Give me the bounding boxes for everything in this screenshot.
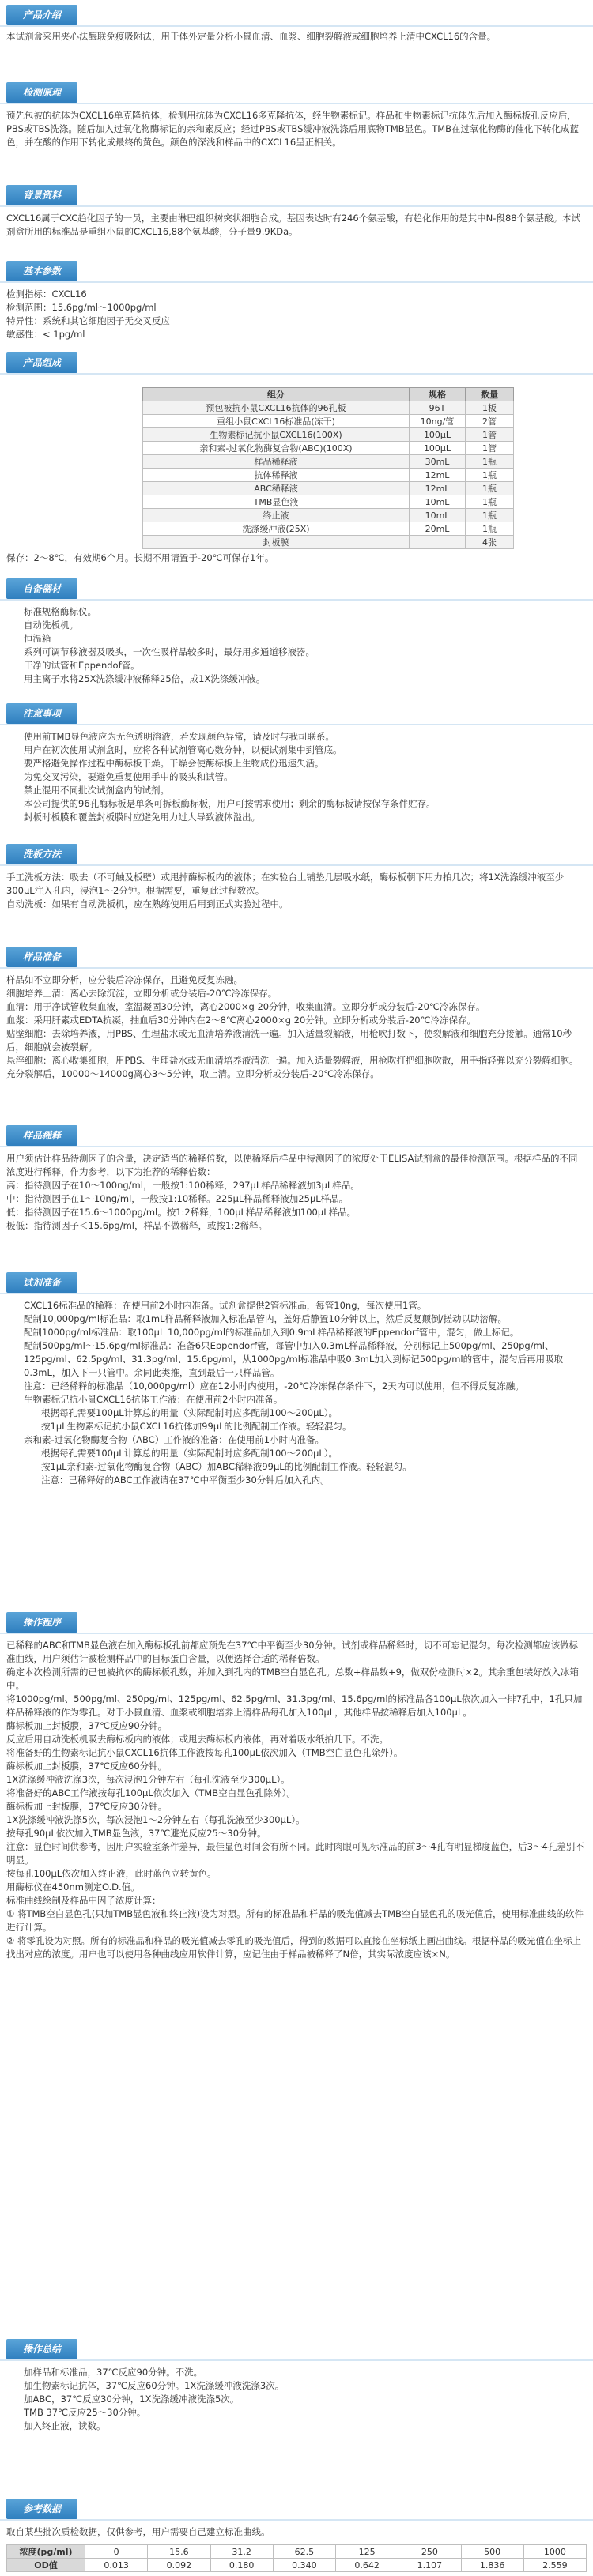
equipment-item: 系列可调节移液器及吸头，一次性吸样品较多时，最好用多通道移液器。 xyxy=(24,646,315,657)
section-title-components: 产品组成 xyxy=(6,352,77,373)
table-header-row xyxy=(143,388,514,401)
section-title-principle: 检测原理 xyxy=(6,82,77,103)
section-body-procedure xyxy=(6,1639,585,1961)
component-qty: 1瓶 xyxy=(466,482,514,495)
table-row xyxy=(143,536,514,549)
component-name: 封板膜 xyxy=(143,536,410,549)
equipment-item: 标准规格酶标仪。 xyxy=(24,606,96,617)
note-item: 封板时板膜和覆盖封板膜时应避免用力过大导致液体溢出。 xyxy=(24,812,260,823)
background-text: CXCL16属于CXC趋化因子的一员，主要由淋巴组织树突状细胞合成。基因表达时有246个氨基酸，有趋化作用的是其中N-段88个氨基酸。本试剂盒所用的标准品是重组小鼠的CXCL16,88个氨基酸，分子量9.9KDa。 xyxy=(6,213,581,237)
component-spec: 20mL xyxy=(410,522,466,536)
component-spec: 30mL xyxy=(410,455,466,469)
section-title-reference: 参考数据 xyxy=(6,2499,77,2519)
procedure-step: 将1000pg/ml、500pg/ml、250pg/ml、125pg/ml、62.5pg/ml、31.3pg/ml、15.6pg/ml的标准品各100μL依次加入一排7孔中，1孔只加样品稀释液的作为零孔。对于小鼠血清、血浆或细胞培养上清样品每孔加入100μL，其他样品按稀释后加入100μL。 xyxy=(6,1693,583,1718)
sample-item: 贴壁细胞：去除培养液，用PBS、生理盐水或无血清培养液清洗一遍。加入适量裂解液，用枪吹打数下，使裂解液和细胞充分接触。通常10秒后，细胞就会被裂解。 xyxy=(6,1028,572,1053)
table-row xyxy=(143,495,514,509)
section-body-samples xyxy=(6,974,585,1081)
section-body-equipment xyxy=(6,605,585,686)
component-qty: 1瓶 xyxy=(466,455,514,469)
procedure-step: 酶标板加上封板膜，37℃反应90分钟。 xyxy=(6,1720,168,1731)
storage-note-block xyxy=(6,552,585,565)
summary-step: TMB 37℃反应25～30分钟。 xyxy=(24,2407,146,2418)
procedure-step: 注意：显色时间供参考，因用户实验室条件差异，最佳显色时间会有所不同。此时肉眼可见标准品的前3～4孔有明显梯度蓝色，后3～4孔差别不明显。 xyxy=(6,1841,584,1866)
component-qty: 4张 xyxy=(466,536,514,549)
component-spec xyxy=(410,536,466,549)
component-qty: 1瓶 xyxy=(466,509,514,522)
component-name: 终止液 xyxy=(143,509,410,522)
od-cell: 0.013 xyxy=(85,2559,148,2572)
section-body-reagent xyxy=(6,1299,585,1487)
table-row xyxy=(143,401,514,415)
component-name: 样品稀释液 xyxy=(143,455,410,469)
equipment-item: 恒温箱 xyxy=(24,633,51,644)
section-divider xyxy=(0,281,593,283)
component-spec: 12mL xyxy=(410,469,466,482)
component-qty: 1管 xyxy=(466,428,514,442)
procedure-step: 用酶标仪在450nm测定O.D.值。 xyxy=(6,1881,140,1892)
equipment-item: 用主离子水将25X洗涤缓冲液稀释25倍，成1X洗涤缓冲液。 xyxy=(24,673,266,684)
reagent-item: 根据每孔需要100μL计算总的用量（实际配制时应多配制100～200μL）。 xyxy=(41,1407,338,1418)
section-title-summary: 操作总结 xyxy=(6,2339,77,2359)
reagent-item: 按1μL生物素标记抗小鼠CXCL16抗体加99μL的比例配制工作液。轻轻混匀。 xyxy=(41,1421,352,1432)
reference-note: 取自某些批次质检数据，仅供参考，用户需要自己建立标准曲线。 xyxy=(6,2526,270,2537)
dilution-item: 用户须估计样品待测因子的含量，决定适当的稀释倍数，以使稀释后样品中待测因子的浓度处于ELISA试剂盒的最佳检测范围。根据样品的不同浓度进行稀释，作为参考，以下为推荐的稀释倍数： xyxy=(6,1153,578,1177)
summary-step: 加ABC，37℃反应30分钟，1X洗涤缓冲液洗涤5次。 xyxy=(24,2393,240,2405)
param-sensitivity: 敏感性：< 1pg/ml xyxy=(6,329,85,340)
table-row xyxy=(143,522,514,536)
intro-text: 本试剂盒采用夹心法酶联免疫吸附法，用于体外定量分析小鼠血清、血浆、细胞裂解液或细胞培养上清中CXCL16的含量。 xyxy=(6,31,497,42)
table-row xyxy=(143,509,514,522)
table-row xyxy=(143,442,514,455)
washing-manual: 手工洗板方法：吸去（不可触及板壁）或甩掉酶标板内的液体；在实验台上铺垫几层吸水纸，酶标板朝下用力拍几次；将1X洗涤缓冲液至少300μL注入孔内，浸泡1～2分钟。根据需要，重复此过程数次。 xyxy=(6,872,565,896)
component-name: 生物素标记抗小鼠CXCL16(100X) xyxy=(143,428,410,442)
procedure-step: 已稀释的ABC和TMB显色液在加入酶标板孔前都应预先在37℃中平衡至少30分钟。试剂或样品稀释时，切不可忘记混匀。每次检测都应该做标准曲线，用户须估计被检测样品中的目标蛋白含量，以便选择合适的稀释倍数。 xyxy=(6,1640,579,1664)
note-item: 用户在初次使用试剂盒时，应将各种试剂管离心数分钟，以便试剂集中到管底。 xyxy=(24,744,342,755)
reference-note-block xyxy=(6,2525,585,2539)
note-item: 使用前TMB显色液应为无色透明溶液，若发现颜色异常，请及时与我司联系。 xyxy=(24,731,334,742)
sample-item: 细胞培养上清：离心去除沉淀，立即分析或分装后-20℃冷冻保存。 xyxy=(6,988,278,999)
summary-step: 加入终止液，读数。 xyxy=(24,2420,106,2431)
summary-step: 加样品和标准品，37℃反应90分钟。不洗。 xyxy=(24,2367,203,2378)
procedure-step: 酶标板加上封板膜，37℃反应30分钟。 xyxy=(6,1801,168,1812)
dilution-item: 中：指待测因子在1～10ng/ml，一般按1:10稀释。225μL样品稀释液加25μL样品。 xyxy=(6,1193,349,1204)
washing-auto: 自动洗板：如果有自动洗板机，应在熟练使用后用到正式实验过程中。 xyxy=(6,898,289,910)
component-spec: 100μL xyxy=(410,442,466,455)
section-divider xyxy=(0,373,593,375)
component-qty: 1管 xyxy=(466,442,514,455)
component-qty: 1瓶 xyxy=(466,522,514,536)
component-name: 洗涤缓冲液(25X) xyxy=(143,522,410,536)
procedure-step: 反应后用自动洗板机吸去酶标板内的液体；或甩去酶标板内液体，再对着吸水纸拍几下。不洗。 xyxy=(6,1734,388,1745)
sample-item: 悬浮细胞：离心收集细胞，用PBS、生理盐水或无血清培养液清洗一遍。加入适量裂解液，用枪吹打把细胞吹散，用手指轻弹以充分裂解细胞。充分裂解后，10000～14000g离心3～5分钟，取上清。立即分析或分装后-20℃冷冻保存。 xyxy=(6,1055,579,1079)
section-title-washing: 洗板方法 xyxy=(6,844,77,864)
section-body-background xyxy=(6,212,585,239)
note-item: 为免交叉污染，要避免重复使用手中的吸头和试管。 xyxy=(24,771,233,782)
table-row-concentration xyxy=(7,2545,587,2559)
section-divider xyxy=(0,2519,593,2521)
concentration-cell: 62.5 xyxy=(273,2545,335,2559)
component-spec: 100μL xyxy=(410,428,466,442)
section-divider xyxy=(0,205,593,207)
component-name: TMB显色液 xyxy=(143,495,410,509)
dilution-item: 低：指待测因子在15.6～1000pg/ml。按1:2稀释，100μL样品稀释液加100μL样品。 xyxy=(6,1207,357,1218)
component-qty: 2管 xyxy=(466,415,514,428)
equipment-item: 干净的试管和Eppendof管。 xyxy=(24,660,140,671)
section-body-params xyxy=(6,288,585,341)
concentration-cell: 0 xyxy=(85,2545,148,2559)
section-body-washing xyxy=(6,871,585,911)
sample-item: 样品如不立即分析，应分装后冷冻保存，且避免反复冻融。 xyxy=(6,974,243,985)
component-qty: 1板 xyxy=(466,401,514,415)
table-row xyxy=(143,482,514,495)
component-name: 预包被抗小鼠CXCL16抗体的96孔板 xyxy=(143,401,410,415)
procedure-step: 标准曲线绘制及样品中因子浓度计算： xyxy=(6,1895,161,1906)
component-spec: 12mL xyxy=(410,482,466,495)
section-title-params: 基本参数 xyxy=(6,261,77,281)
section-divider xyxy=(0,967,593,969)
note-item: 禁止混用不同批次试剂盒内的试剂。 xyxy=(24,785,169,796)
procedure-step: ② 将零孔设为对照。所有的标准品和样品的吸光值减去零孔的吸光值后，得到的数据可以直接在坐标纸上画出曲线。根据样品的吸光值在坐标上找出对应的浓度。用户也可以使用各种曲线应用软件计算，应记住由于样品被稀释了N倍，其实际浓度应该×N。 xyxy=(6,1935,581,1960)
reagent-item: CXCL16标准品的稀释：在使用前2小时内准备。试剂盒提供2管标准品，每管10ng，每次使用1管。 xyxy=(24,1300,427,1311)
procedure-step: 将准备好的ABC工作液按每孔100μL依次加入（TMB空白显色孔除外）。 xyxy=(6,1787,296,1798)
param-range: 检测范围：15.6pg/ml～1000pg/ml xyxy=(6,302,157,313)
concentration-cell: 250 xyxy=(398,2545,461,2559)
note-item: 要严格避免操作过程中酶标板干燥。干燥会使酶标板上生物成份迅速失活。 xyxy=(24,758,324,769)
sample-item: 血清：用于净试管收集血液，室温凝固30分钟，离心2000×g 20分钟，收集血清。立即分析或分装后-20℃冷冻保存。 xyxy=(6,1001,485,1012)
reagent-item: 亲和素-过氧化物酶复合物（ABC）工作液的准备：在使用前1小时内准备。 xyxy=(24,1434,325,1445)
reagent-item: 按1μL亲和素-过氧化物酶复合物（ABC）加ABC稀释液99μL的比例配制工作液。轻轻混匀。 xyxy=(41,1461,412,1472)
procedure-step: ① 将TMB空白显色孔(只加TMB显色液和终止液)设为对照。所有的标准品和样品的吸光值减去TMB空白显色孔的吸光值后，使用标准曲线的软件进行计算。 xyxy=(6,1908,584,1933)
section-title-background: 背景资料 xyxy=(6,185,77,205)
section-title-dilution: 样品稀释 xyxy=(6,1125,77,1146)
component-name: 重组小鼠CXCL16标准品(冻干) xyxy=(143,415,410,428)
table-row xyxy=(143,415,514,428)
note-item: 本公司提供的96孔酶标板是单条可拆板酶标板，用户可按需求使用；剩余的酶标板请按保存条件贮存。 xyxy=(24,798,436,809)
reagent-item: 注意：已经稀释的标准品（10,000pg/ml）应在12小时内使用，-20℃冷冻保存条件下，2天内可以使用，但不得反复冻融。 xyxy=(24,1380,524,1392)
row-label-concentration: 浓度(pg/ml) xyxy=(7,2545,85,2559)
section-divider xyxy=(0,724,593,725)
concentration-cell: 31.2 xyxy=(210,2545,273,2559)
section-title-equipment: 自备器材 xyxy=(6,578,77,599)
section-divider xyxy=(0,599,593,601)
od-cell: 0.340 xyxy=(273,2559,335,2572)
header-qty: 数量 xyxy=(466,388,514,401)
section-divider xyxy=(0,1293,593,1294)
header-spec: 规格 xyxy=(410,388,466,401)
concentration-cell: 1000 xyxy=(523,2545,586,2559)
procedure-step: 按每孔90μL依次加入TMB显色液，37℃避光反应25～30分钟。 xyxy=(6,1828,266,1839)
section-divider xyxy=(0,25,593,27)
section-divider xyxy=(0,103,593,104)
section-title-samples: 样品准备 xyxy=(6,947,77,967)
table-row xyxy=(143,428,514,442)
component-name: ABC稀释液 xyxy=(143,482,410,495)
table-row-od xyxy=(7,2559,587,2572)
section-body-notes xyxy=(6,730,585,824)
reagent-item: 配制500pg/ml～15.6pg/ml标准品：准备6只Eppendorf管，每管中加入0.3mL样品稀释液，分别标记上500pg/ml、250pg/ml、125pg/ml、62.5pg/ml、31.3pg/ml、15.6pg/ml，从1000pg/ml标准品中吸0.3mL加入到标记500pg/ml的管中，混匀后再用吸取0.3mL，加入下一只管中。余同此类推，直到最后一只样品管。 xyxy=(24,1340,564,1378)
component-spec: 10mL xyxy=(410,495,466,509)
reference-data-table xyxy=(6,2544,587,2572)
component-name: 亲和素-过氧化物酶复合物(ABC)(100X) xyxy=(143,442,410,455)
section-body-principle xyxy=(6,109,585,149)
section-title-notes: 注意事项 xyxy=(6,703,77,724)
section-divider xyxy=(0,2359,593,2361)
procedure-step: 按每孔100μL依次加入终止液，此时蓝色立转黄色。 xyxy=(6,1868,217,1879)
sample-item: 血浆：采用肝素或EDTA抗凝，抽血后30分钟内在2～8℃离心2000×g 20分钟。立即分析或分装后-20℃冷冻保存。 xyxy=(6,1015,476,1026)
row-label-od: OD值 xyxy=(7,2559,85,2572)
od-cell: 1.107 xyxy=(398,2559,461,2572)
concentration-cell: 125 xyxy=(336,2545,398,2559)
components-table xyxy=(142,387,514,549)
section-title-procedure: 操作程序 xyxy=(6,1612,77,1633)
section-body-summary xyxy=(6,2366,585,2433)
dilution-item: 高：指待测因子在10～100ng/ml，一般按1:100稀释，297μL样品稀释液加3μL样品。 xyxy=(6,1180,360,1191)
concentration-cell: 500 xyxy=(461,2545,523,2559)
reagent-item: 生物素标记抗小鼠CXCL16抗体工作液：在使用前2小时内准备。 xyxy=(24,1394,283,1405)
component-spec: 96T xyxy=(410,401,466,415)
procedure-step: 酶标板加上封板膜，37℃反应60分钟。 xyxy=(6,1761,168,1772)
dilution-item: 极低：指待测因子＜15.6pg/ml，样品不做稀释，或按1:2稀释。 xyxy=(6,1220,267,1231)
reagent-item: 配制1000pg/ml标准品：取100μL 10,000pg/ml的标准品加入到0.9mL样品稀释液的Eppendorf管中，混匀，做上标记。 xyxy=(24,1327,519,1338)
storage-note: 保存：2～8℃，有效期6个月。长期不用请置于-20℃可保存1年。 xyxy=(6,552,274,563)
header-component: 组分 xyxy=(143,388,410,401)
procedure-step: 1X洗涤缓冲液洗涤3次，每次浸泡1分钟左右（每孔洗液至少300μL）。 xyxy=(6,1774,290,1785)
section-title-reagent: 试剂准备 xyxy=(6,1272,77,1293)
reagent-item: 注意：已稀释好的ABC工作液请在37℃中平衡至少30分钟后加入孔内。 xyxy=(41,1474,330,1486)
component-spec: 10ng/管 xyxy=(410,415,466,428)
param-target: 检测指标：CXCL16 xyxy=(6,288,87,299)
od-cell: 0.092 xyxy=(148,2559,210,2572)
reagent-item: 配制10,000pg/ml标准品：取1mL样品稀释液加入标准品管内，盖好后静置10分钟以上，然后反复颠倒/搓动以助溶解。 xyxy=(24,1313,508,1324)
component-name: 抗体稀释液 xyxy=(143,469,410,482)
od-cell: 2.559 xyxy=(523,2559,586,2572)
procedure-step: 将准备好的生物素标记抗小鼠CXCL16抗体工作液按每孔100μL依次加入（TMB空白显色孔除外）。 xyxy=(6,1747,403,1758)
od-cell: 0.180 xyxy=(210,2559,273,2572)
od-cell: 1.836 xyxy=(461,2559,523,2572)
table-row xyxy=(143,469,514,482)
procedure-step: 1X洗涤缓冲液洗涤5次，每次浸泡1～2分钟左右（每孔洗液至少300μL）。 xyxy=(6,1814,305,1825)
component-qty: 1瓶 xyxy=(466,495,514,509)
reagent-item: 根据每孔需要100μL计算总的用量（实际配制时应多配制100～200μL）。 xyxy=(41,1448,338,1459)
param-specificity: 特异性：系统和其它细胞因子无交叉反应 xyxy=(6,315,170,326)
section-title-intro: 产品介绍 xyxy=(6,5,77,25)
procedure-step: 确定本次检测所需的已包被抗体的酶标板孔数，并加入到孔内的TMB空白显色孔。总数+样品数+9，做双份检测时×2。其余重包装好放入冰箱中。 xyxy=(6,1666,579,1691)
od-cell: 0.642 xyxy=(336,2559,398,2572)
principle-text: 预先包被的抗体为CXCL16单克隆抗体，检测用抗体为CXCL16多克隆抗体，经生物素标记。样品和生物素标记抗体先后加入酶标板孔反应后，PBS或TBS洗涤。随后加入过氧化物酶标记的亲和素反应；经过PBS或TBS缓冲液洗涤后用底物TMB显色。TMB在过氧化物酶的催化下转化成蓝色，并在酸的作用下转化成最终的黄色。颜色的深浅和样品中的CXCL16呈正相关。 xyxy=(6,110,580,148)
section-body-intro xyxy=(6,30,585,43)
concentration-cell: 15.6 xyxy=(148,2545,210,2559)
component-spec: 10mL xyxy=(410,509,466,522)
summary-step: 加生物素标记抗体，37℃反应60分钟。1X洗涤缓冲液洗涤3次。 xyxy=(24,2380,285,2391)
section-body-dilution xyxy=(6,1152,585,1233)
section-divider xyxy=(0,1633,593,1634)
equipment-item: 自动洗板机。 xyxy=(24,620,78,631)
component-qty: 1瓶 xyxy=(466,469,514,482)
table-row xyxy=(143,455,514,469)
section-divider xyxy=(0,864,593,866)
section-divider xyxy=(0,1146,593,1147)
